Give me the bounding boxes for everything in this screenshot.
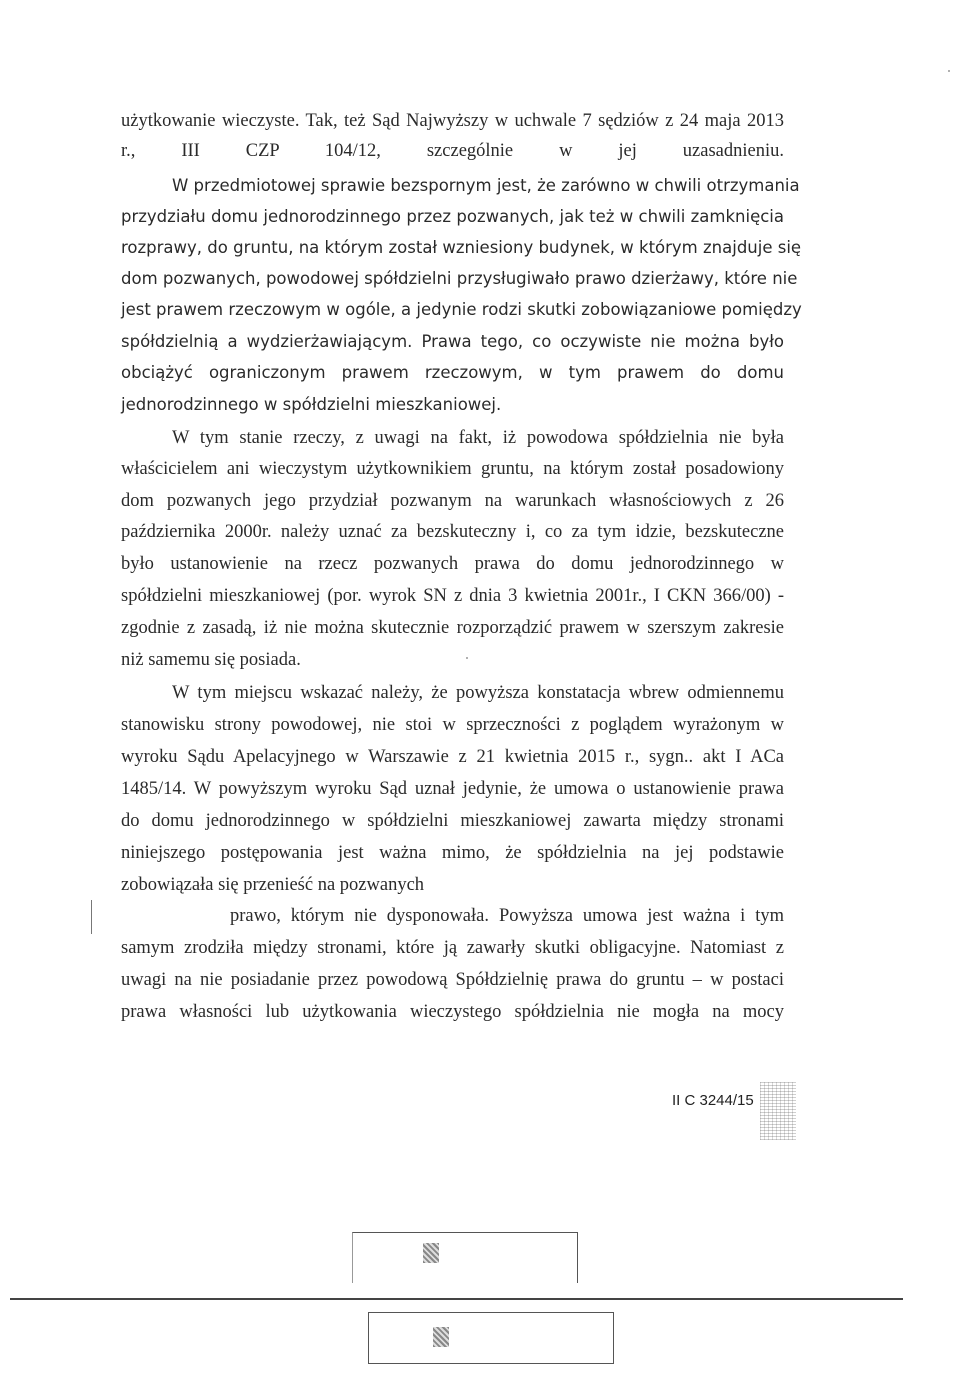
text-line: spółdzielnią a wydzierżawiającym. Prawa tego, co oczywiste nie można było <box>121 332 784 351</box>
text-line: właścicielem ani wieczystym użytkownikiem gruntu, na którym został posadowiony <box>121 459 784 479</box>
text-line: było ustanowienie na rzecz pozwanych prawa do domu jednorodzinnego w <box>121 554 784 574</box>
scan-frame-tab <box>433 1327 449 1347</box>
text-line: prawa własności lub użytkowania wieczystego spółdzielnia nie mogła na mocy <box>121 1002 784 1022</box>
scan-frame-bottom <box>368 1312 614 1364</box>
text-line: wyroku Sądu Apelacyjnego w Warszawie z 21 kwietnia 2015 r., sygn.. akt I ACa <box>121 747 784 767</box>
text-line: dom pozwanych, powodowej spółdzielni przysługiwało prawo dzierżawy, które nie <box>121 269 798 288</box>
text-line: przydziału domu jednorodzinnego przez pozwanych, jak też w chwili zamknięcia <box>121 207 784 226</box>
text-line: W przedmiotowej sprawie bezspornym jest, że zarówno w chwili otrzymania <box>172 176 800 195</box>
text-line: uwagi na nie posiadanie przez powodową Spółdzielnię prawa do gruntu – w postaci <box>121 970 784 990</box>
text-line: jest prawem rzeczowym w ogóle, a jedynie rodzi skutki zobowiązaniowe pomiędzy <box>121 300 802 319</box>
page-rule <box>10 1298 903 1300</box>
text-line: zgodnie z zasadą, iż nie można skutecznie rozporządzić prawem w szerszym zakresie <box>121 618 784 638</box>
text-line: niż samemu się posiada. <box>121 650 301 670</box>
margin-mark <box>91 900 92 934</box>
text-line: do domu jednorodzinnego w spółdzielni mieszkaniowej zawarta między stronami <box>121 811 784 831</box>
scan-frame-tab <box>423 1243 439 1263</box>
text-line: 1485/14. W powyższym wyroku Sąd uznał jedynie, że umowa o ustanowienie prawa <box>121 779 784 799</box>
text-line: r., III CZP 104/12, szczególnie w jej uzasadnieniu. <box>121 141 784 161</box>
text-line: spółdzielni mieszkaniowej (por. wyrok SN z dnia 3 kwietnia 2001r., I CKN 366/00) - <box>121 586 784 606</box>
text-line: użytkowanie wieczyste. Tak, też Sąd Najwyższy w uchwale 7 sędziów z 24 maja 2013 <box>121 111 784 131</box>
text-line: prawo, którym nie dysponowała. Powyższa umowa jest ważna i tym <box>230 906 784 926</box>
stamp-mark <box>760 1082 796 1140</box>
text-line: niniejszego postępowania jest ważna mimo, że spółdzielnia na jej podstawie <box>121 843 784 863</box>
text-line: obciążyć ograniczonym prawem rzeczowym, w tym prawem do domu <box>121 363 784 382</box>
text-line: stanowisku strony powodowej, nie stoi w sprzeczności z poglądem wyrażonym w <box>121 715 784 735</box>
scan-speck <box>948 70 950 72</box>
scan-speck <box>466 657 468 659</box>
text-line: W tym miejscu wskazać należy, że powyższa konstatacja wbrew odmiennemu <box>172 683 784 703</box>
case-number: II C 3244/15 <box>672 1092 754 1109</box>
text-line: jednorodzinnego w spółdzielni mieszkaniowej. <box>121 395 502 414</box>
text-line: samym zrodziła między stronami, które ją zawarły skutki obligacyjne. Natomiast z <box>121 938 784 958</box>
scan-frame-top <box>352 1232 578 1283</box>
text-line: W tym stanie rzeczy, z uwagi na fakt, iż powodowa spółdzielnia nie była <box>172 428 784 448</box>
text-line: rozprawy, do gruntu, na którym został wzniesiony budynek, w którym znajduje się <box>121 238 802 257</box>
text-line: dom pozwanych jego przydział pozwanym na warunkach własnościowych z 26 <box>121 491 784 511</box>
text-line: października 2000r. należy uznać za bezskuteczny i, co za tym idzie, bezskuteczne <box>121 522 784 542</box>
text-line: zobowiązała się przenieść na pozwanych <box>121 875 425 895</box>
